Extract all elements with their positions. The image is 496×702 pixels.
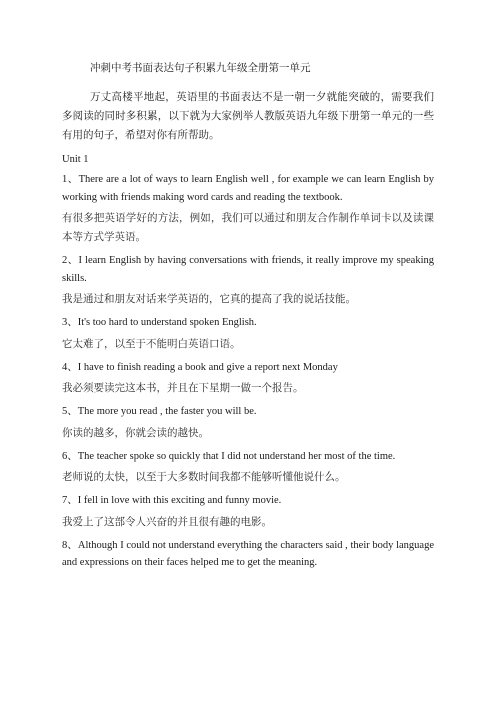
sentence-item-2 [62,252,434,309]
english-sentence: 4、I have to finish reading a book and give a report next Monday [62,361,338,373]
document-page [62,60,434,575]
sentence-item-3 [62,314,434,354]
chinese-translation: 老师说的太快，以至于大多数时间我都不能够听懂他说什么。 [62,471,346,483]
english-sentence: 5、The more you read , the faster you will be. [62,406,257,417]
chinese-translation: 我是通过和朋友对话来学英语的，它真的提高了我的说话技能。 [62,293,356,305]
english-sentence: 8、Although I could not understand everything the characters said , their body language and expressions on their faces helped me to get the meaning. [62,539,434,568]
english-sentence: 2、I learn English by having conversations with friends, it really improve my speaking skills. [62,255,434,284]
document-title: 冲刺中考书面表达句子积累九年级全册第一单元 [90,62,311,74]
sentence-item-5 [62,403,434,443]
sentence-item-7 [62,492,434,532]
english-sentence: 1、There are a lot of ways to learn English well , for example we can learn English by working with friends making word cards and reading the textbook. [62,174,434,203]
english-sentence: 6、The teacher spoke so quickly that I did not understand her most of the time. [62,450,396,462]
chinese-translation: 你读的越多，你就会读的越快。 [62,426,209,439]
chinese-translation: 它太难了，以至于不能明白英语口语。 [62,337,241,350]
sentence-item-4 [62,359,434,399]
english-sentence: 7、I fell in love with this exciting and funny movie. [62,495,282,506]
unit-heading: Unit 1 [62,154,89,165]
chinese-translation: 我必须要读完这本书，并且在下星期一做一个报告。 [62,382,304,394]
sentence-item-1 [62,171,434,247]
sentence-item-8 [62,537,434,572]
sentence-item-6 [62,448,434,488]
english-sentence: 3、It's too hard to understand spoken English. [62,317,257,328]
chinese-translation: 我爱上了这部令人兴奋的并且很有趣的电影。 [62,515,272,528]
intro-paragraph: 万丈高楼平地起，英语里的书面表达不是一朝一夕就能突破的，需要我们多阅读的同时多积累，以下就为大家例举人教版英语九年级下册第一单元的一些有用的句子，希望对你有所帮助。 [62,91,434,141]
chinese-translation: 有很多把英语学好的方法，例如，我们可以通过和朋友合作制作单词卡以及读课本等方式学英语。 [62,212,434,243]
